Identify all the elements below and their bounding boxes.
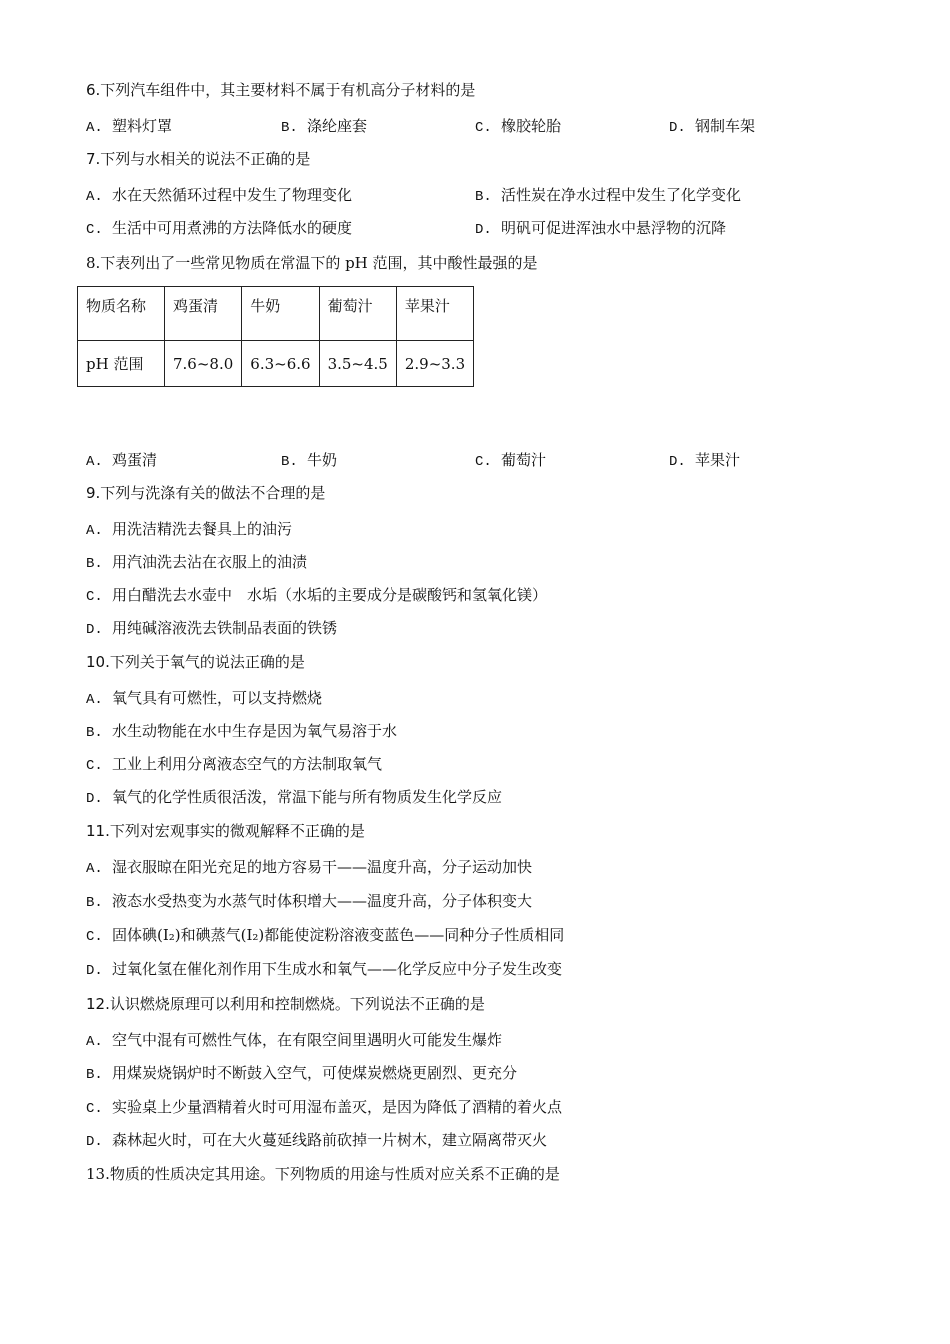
question-9-stem: 9.下列与洗涤有关的做法不合理的是 <box>86 484 326 502</box>
question-12-stem: 12.认识燃烧原理可以利用和控制燃烧。下列说法不正确的是 <box>86 995 485 1013</box>
q11-option-b: B. 液态水受热变为水蒸气时体积增大——温度升高，分子体积变大 <box>86 892 533 911</box>
q12-option-a: A. 空气中混有可燃性气体，在有限空间里遇明火可能发生爆炸 <box>86 1031 503 1050</box>
q11-option-d: D. 过氧化氢在催化剂作用下生成水和氧气——化学反应中分子发生改变 <box>86 960 563 979</box>
q6-option-a: A. 塑料灯罩 <box>86 117 173 136</box>
q8-option-a: A. 鸡蛋清 <box>86 451 158 470</box>
question-10-stem: 10.下列关于氧气的说法正确的是 <box>86 653 305 671</box>
question-11-stem: 11.下列对宏观事实的微观解释不正确的是 <box>86 822 365 840</box>
q10-option-d: D. 氧气的化学性质很活泼，常温下能与所有物质发生化学反应 <box>86 788 503 807</box>
q7-option-a: A. 水在天然循环过程中发生了物理变化 <box>86 186 353 205</box>
q6-option-c: C. 橡胶轮胎 <box>475 117 562 136</box>
q12-option-c: C. 实验桌上少量酒精着火时可用湿布盖灭，是因为降低了酒精的着火点 <box>86 1098 563 1117</box>
q7-option-c: C. 生活中可用煮沸的方法降低水的硬度 <box>86 219 353 238</box>
q7-option-d: D. 明矾可促进浑浊水中悬浮物的沉降 <box>475 219 727 238</box>
q6-option-d: D. 钢制车架 <box>669 117 756 136</box>
q10-option-c: C. 工业上利用分离液态空气的方法制取氧气 <box>86 755 383 774</box>
ph-range-table <box>77 286 474 387</box>
question-8-stem: 8.下表列出了一些常见物质在常温下的 pH 范围，其中酸性最强的是 <box>86 254 538 272</box>
q12-option-b: B. 用煤炭烧锅炉时不断鼓入空气，可使煤炭燃烧更剧烈、更充分 <box>86 1064 518 1083</box>
q7-option-b: B. 活性炭在净水过程中发生了化学变化 <box>475 186 742 205</box>
table-cell: 2.9~3.3 <box>396 341 473 387</box>
table-row <box>78 341 474 387</box>
q9-option-a: A. 用洗洁精洗去餐具上的油污 <box>86 520 293 539</box>
table-cell: 7.6~8.0 <box>165 341 242 387</box>
q11-option-c: C. 固体碘(I₂)和碘蒸气(I₂)都能使淀粉溶液变蓝色——同种分子性质相同 <box>86 926 565 945</box>
q9-option-b: B. 用汽油洗去沾在衣服上的油渍 <box>86 553 308 572</box>
question-6-stem: 6.下列汽车组件中，其主要材料不属于有机高分子材料的是 <box>86 81 476 99</box>
q8-option-c: C. 葡萄汁 <box>475 451 547 470</box>
table-cell: 物质名称 <box>78 287 165 341</box>
table-cell: 3.5~4.5 <box>319 341 396 387</box>
q11-option-a: A. 湿衣服晾在阳光充足的地方容易干——温度升高，分子运动加快 <box>86 858 533 877</box>
table-cell: 苹果汁 <box>396 287 473 341</box>
q10-option-a: A. 氧气具有可燃性，可以支持燃烧 <box>86 689 323 708</box>
q10-option-b: B. 水生动物能在水中生存是因为氧气易溶于水 <box>86 722 398 741</box>
q8-option-b: B. 牛奶 <box>281 451 338 470</box>
table-cell: 鸡蛋清 <box>165 287 242 341</box>
table-cell: 牛奶 <box>242 287 319 341</box>
table-cell: 6.3~6.6 <box>242 341 319 387</box>
q9-option-d: D. 用纯碱溶液洗去铁制品表面的铁锈 <box>86 619 338 638</box>
question-13-stem: 13.物质的性质决定其用途。下列物质的用途与性质对应关系不正确的是 <box>86 1165 560 1183</box>
q6-option-b: B. 涤纶座套 <box>281 117 368 136</box>
table-cell: pH 范围 <box>78 341 165 387</box>
table-header-row <box>78 287 474 341</box>
q9-option-c: C. 用白醋洗去水壶中 水垢（水垢的主要成分是碳酸钙和氢氧化镁） <box>86 586 548 605</box>
q8-option-d: D. 苹果汁 <box>669 451 741 470</box>
q12-option-d: D. 森林起火时，可在大火蔓延线路前砍掉一片树木，建立隔离带灭火 <box>86 1131 548 1150</box>
question-7-stem: 7.下列与水相关的说法不正确的是 <box>86 150 311 168</box>
table-cell: 葡萄汁 <box>319 287 396 341</box>
